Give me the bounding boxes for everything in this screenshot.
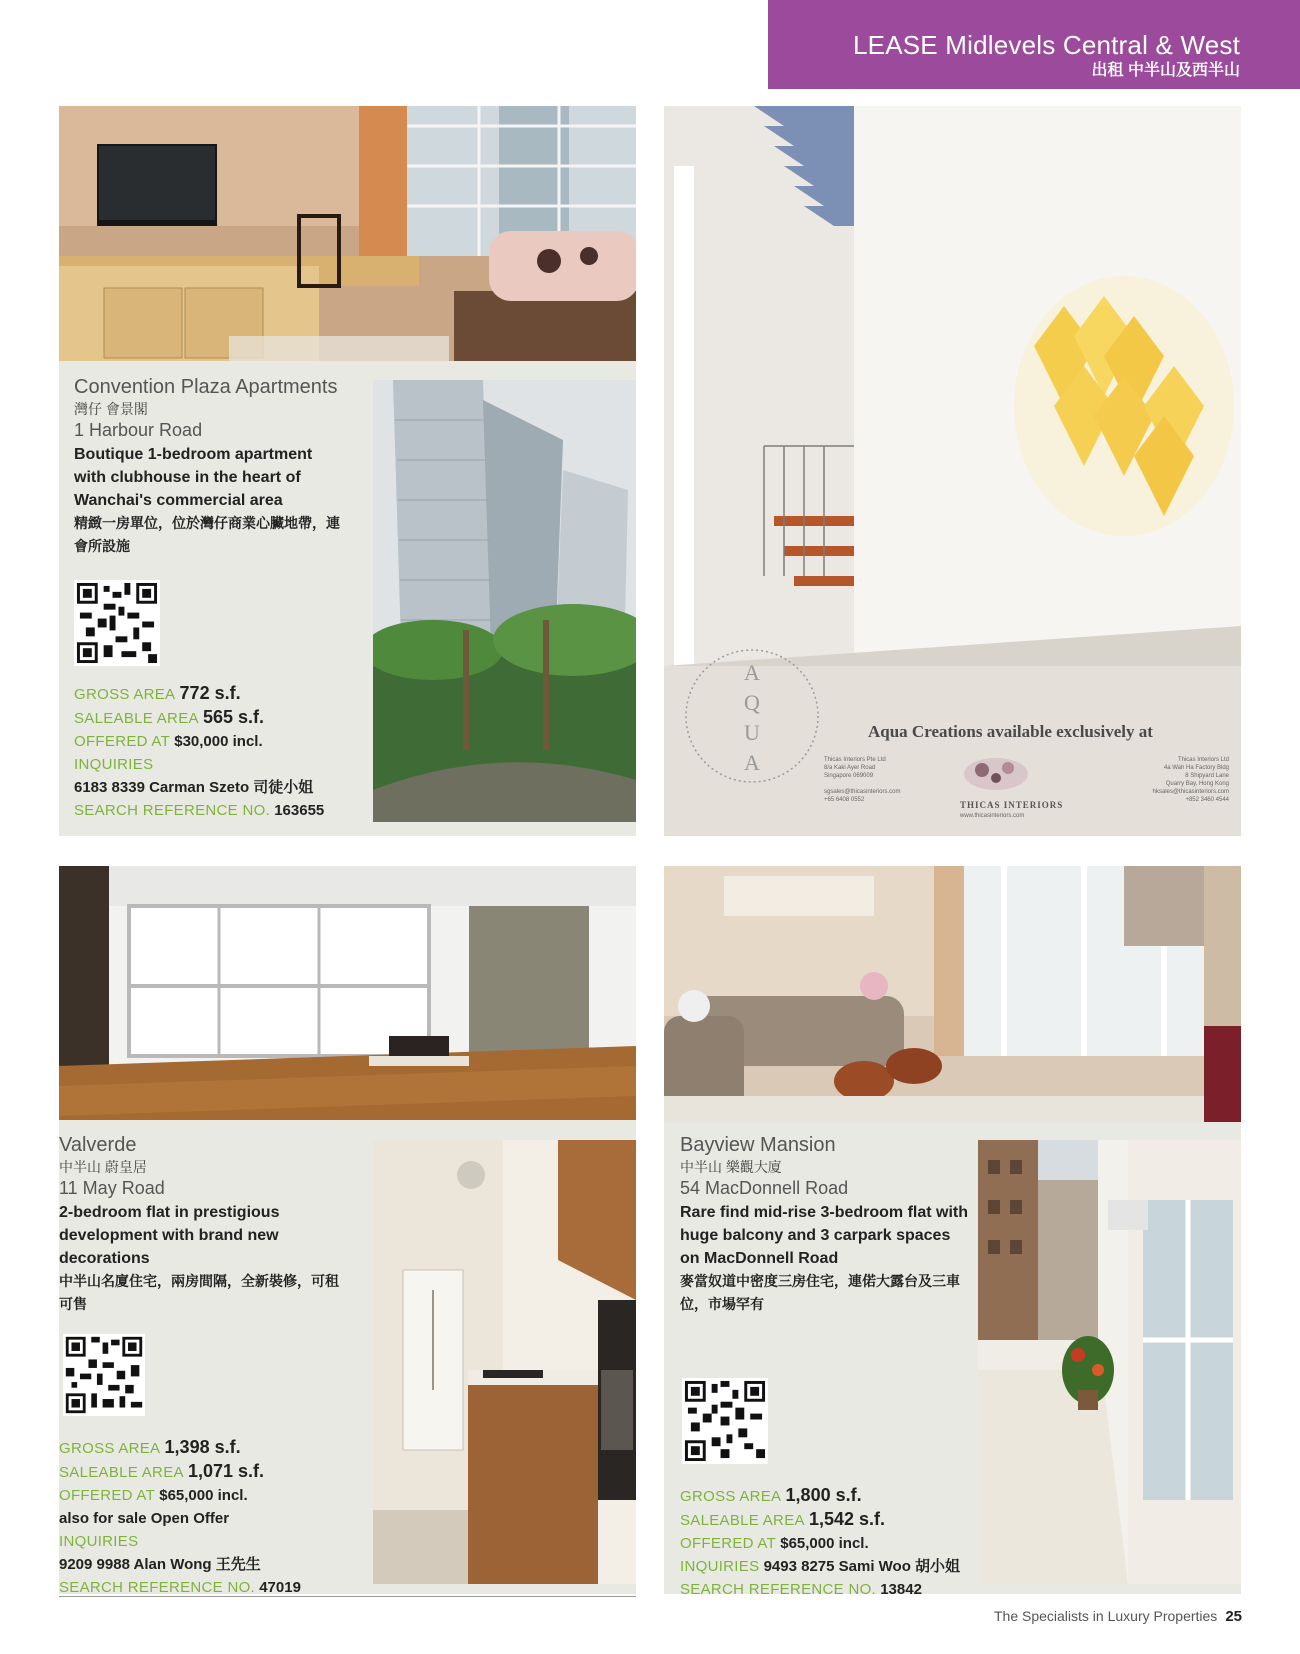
listing-name: Valverde (59, 1134, 137, 1156)
offered-price: $30,000 incl. (174, 733, 263, 750)
search-ref-number: 13842 (880, 1581, 922, 1598)
aqua-creations-advertisement[interactable] (664, 106, 1241, 836)
gross-area-value: 772 s.f. (179, 683, 241, 703)
section-title: LEASE Midlevels Central & West (853, 30, 1240, 60)
offered-row: OFFERED AT $65,000 incl. (59, 1487, 248, 1504)
open-living-room-photo[interactable] (59, 866, 636, 1120)
listing-description: Rare find mid-rise 3-bedroom flat with huge balcony and 3 carpark spaces on MacDonnell Road (680, 1204, 969, 1267)
lounge-photo[interactable] (664, 866, 1241, 1122)
saleable-area-row: SALEABLE AREA 1,071 s.f. (59, 1461, 265, 1481)
search-ref-number: 163655 (274, 802, 325, 819)
inquiries-label: INQUIRIES (74, 756, 154, 773)
inquiries-label: INQUIRIES (59, 1533, 139, 1550)
search-ref-row: SEARCH REFERENCE NO. 13842 (680, 1581, 922, 1598)
saleable-area-value: 1,071 s.f. (187, 1461, 265, 1481)
inquiries-contact[interactable]: 6183 8339 Carman Szeto 司徒小姐 (74, 779, 314, 796)
kitchen-photo[interactable] (373, 1140, 636, 1584)
sale-note: also for sale Open Offer (59, 1510, 230, 1527)
page-footer (994, 1608, 1242, 1625)
towers-garden-photo[interactable] (373, 380, 636, 822)
saleable-area-value: 1,542 s.f. (808, 1509, 886, 1529)
offered-row: OFFERED AT $65,000 incl. (680, 1535, 869, 1552)
search-ref-number: 47019 (259, 1579, 301, 1596)
listing-name: Bayview Mansion (680, 1134, 836, 1156)
listing-name: Convention Plaza Apartments (74, 376, 338, 398)
saleable-area-value: 565 s.f. (202, 707, 265, 727)
gross-area-value: 1,800 s.f. (785, 1485, 862, 1505)
thicas-logo-icon (956, 750, 1036, 794)
listing-info (74, 376, 346, 822)
qr-code-icon[interactable] (74, 580, 160, 666)
listing-name-chinese: 灣仔 會景閣 (74, 401, 148, 417)
section-header (768, 0, 1300, 89)
qr-code-icon[interactable] (63, 1334, 145, 1416)
listing-description: 2-bedroom flat in prestigious development with brand new decorations (59, 1204, 280, 1267)
ad-right-address: Thicas Interiors Ltd 4a Wah Ha Factory Bldg 8 Shipyard Lane Quarry Bay, Hong Kong hksales@thicasinteriors.com +852 3460 4544 (1152, 757, 1229, 803)
gross-area-row: GROSS AREA 1,398 s.f. (59, 1437, 241, 1457)
footer-tagline: The Specialists in Luxury Properties (993, 1608, 1218, 1624)
balcony-photo[interactable] (978, 1140, 1241, 1584)
page-number: 25 (1225, 1608, 1242, 1625)
listing-description-chinese: 麥當奴道中密度三房住宅，連偌大露台及三車位，市場罕有 (680, 1273, 960, 1312)
gross-area-row: GROSS AREA 772 s.f. (74, 683, 241, 703)
saleable-area-row: SALEABLE AREA 565 s.f. (74, 707, 265, 727)
listing-name-chinese: 中半山 樂觀大廈 (680, 1159, 782, 1175)
ad-brand: THICAS INTERIORS (960, 800, 1064, 810)
offered-price: $65,000 incl. (780, 1535, 869, 1552)
listing-description: Boutique 1-bedroom apartment with clubhouse in the heart of Wanchai's commercial area (74, 446, 313, 509)
offered-price: $65,000 incl. (159, 1487, 248, 1504)
qr-code-icon[interactable] (682, 1378, 768, 1464)
saleable-area-row: SALEABLE AREA 1,542 s.f. (680, 1509, 886, 1529)
inquiries-contact[interactable]: 9493 8275 Sami Woo 胡小姐 (763, 1558, 961, 1575)
search-ref-row: SEARCH REFERENCE NO. 47019 (59, 1579, 301, 1596)
section-subtitle: 出租 中半山及西半山 (1091, 62, 1240, 79)
aqua-logo-text: AQUA (744, 660, 760, 775)
listing-info (680, 1134, 970, 1601)
listing-address: 11 May Road (59, 1178, 165, 1198)
ad-left-address: Thicas Interiors Pte Ltd 8/a Kaki Ayer Road Singapore 069009 sgsales@thicasinteriors.com +65 6408 0552 (824, 757, 901, 803)
gross-area-value: 1,398 s.f. (164, 1437, 241, 1457)
gross-area-row: GROSS AREA 1,800 s.f. (680, 1485, 862, 1505)
search-ref-row: SEARCH REFERENCE NO. 163655 (74, 802, 325, 819)
listing-address: 54 MacDonnell Road (680, 1178, 849, 1198)
listing-address: 1 Harbour Road (74, 420, 203, 440)
inquiries-row: INQUIRIES 9493 8275 Sami Woo 胡小姐 (680, 1558, 961, 1575)
living-room-photo[interactable] (59, 106, 636, 361)
listing-info (59, 1134, 349, 1599)
listing-description-chinese: 中半山名廈住宅，兩房間隔，全新裝修，可租可售 (59, 1273, 339, 1312)
listing-name-chinese: 中半山 蔚皇居 (59, 1159, 147, 1175)
ad-headline: Aqua Creations available exclusively at (868, 722, 1153, 741)
footer-divider (59, 1596, 636, 1597)
ad-website[interactable]: www.thicasinteriors.com (960, 813, 1025, 819)
offered-row: OFFERED AT $30,000 incl. (74, 733, 263, 750)
listing-description-chinese: 精緻一房單位，位於灣仔商業心臟地帶，連會所設施 (74, 515, 340, 554)
inquiries-contact[interactable]: 9209 9988 Alan Wong 王先生 (59, 1556, 261, 1573)
